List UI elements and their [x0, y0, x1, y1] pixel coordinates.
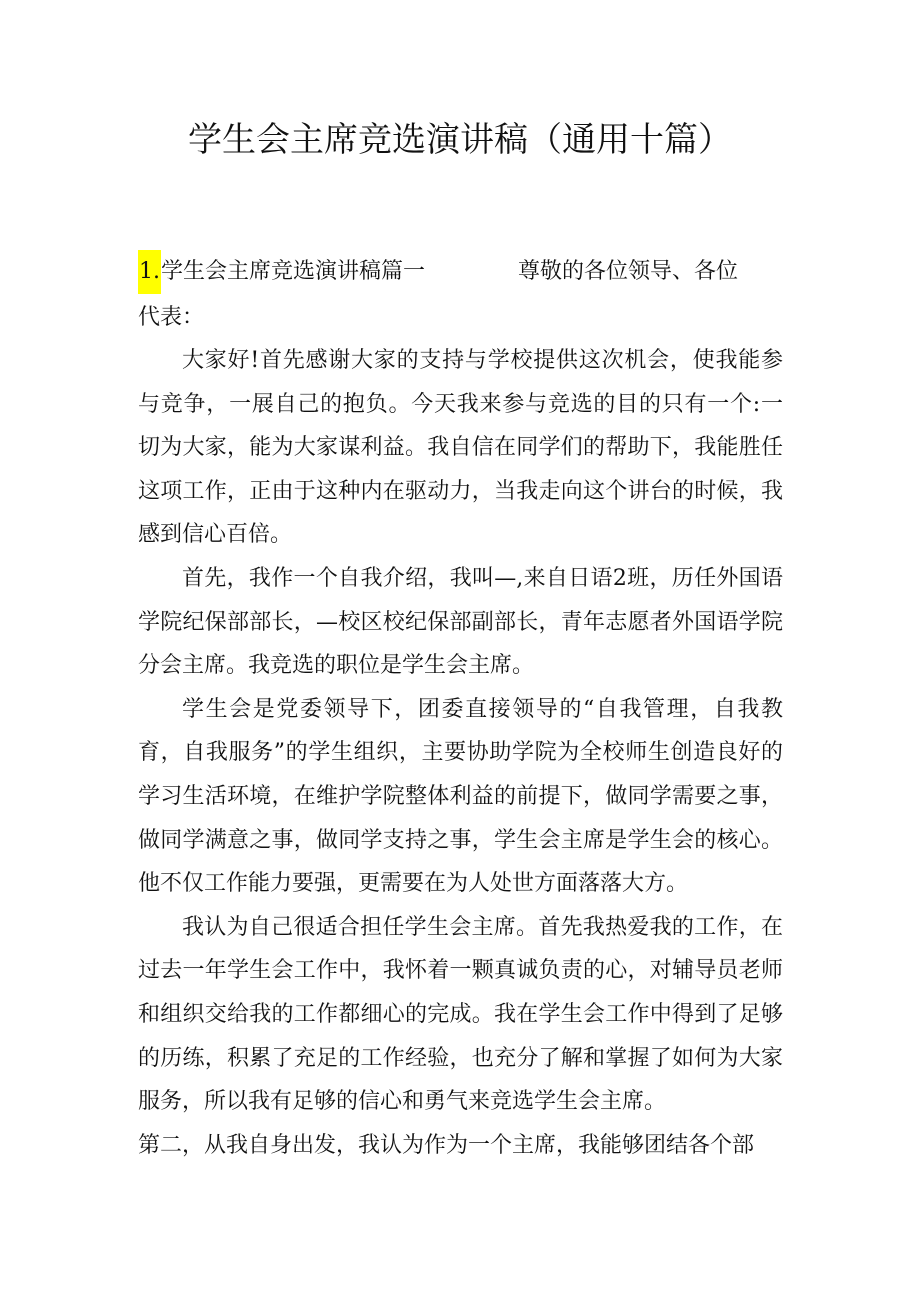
- paragraph-student-union: 学生会是党委领导下，团委直接领导的“自我管理，自我教育，自我服务”的学生组织，主要协助学院为全校师生创造良好的学习生活环境，在维护学院整体利益的前提下，做同学需要之事，做同学满意之事，做同学支持之事，学生会主席是学生会的核心。他不仅工作能力要强，更需要在为人处世方面落落大方。: [138, 696, 783, 897]
- section-number-highlighted: 1.: [138, 250, 161, 294]
- speech-body: [138, 339, 783, 1167]
- section-heading: [138, 250, 788, 294]
- salutation-continuation: 代表：: [138, 305, 205, 330]
- document-title: 学生会主席竞选演讲稿（通用十篇）: [188, 120, 732, 160]
- paragraph-second-point: 第二，从我自身出发，我认为作为一个主席，我能够团结各个部: [138, 1132, 755, 1158]
- paragraph-self-introduction: 首先，我作一个自我介绍，我叫—,来自日语2班，历任外国语学院纪保部部长，—校区校纪保部副部长，青年志愿者外国语学院分会主席。我竞选的职位是学生会主席。: [138, 565, 783, 679]
- section-title: 学生会主席竞选演讲稿篇一: [161, 259, 426, 284]
- salutation-line: 尊敬的各位领导、各位: [518, 259, 739, 284]
- paragraph-intro: 大家好!首先感谢大家的支持与学校提供这次机会，使我能参与竞争，一展自己的抱负。今天我来参与竞选的目的只有一个:一切为大家，能为大家谋利益。我自信在同学们的帮助下，我能胜任这项工作，正由于这种内在驱动力，当我走向这个讲台的时候，我感到信心百倍。: [138, 348, 783, 548]
- paragraph-qualification: 我认为自己很适合担任学生会主席。首先我热爱我的工作，在过去一年学生会工作中，我怀着一颗真诚负责的心，对辅导员老师和组织交给我的工作都细心的完成。我在学生会工作中得到了足够的历练，积累了充足的工作经验，也充分了解和掌握了如何为大家服务，所以我有足够的信心和勇气来竞选学生会主席。: [138, 914, 783, 1115]
